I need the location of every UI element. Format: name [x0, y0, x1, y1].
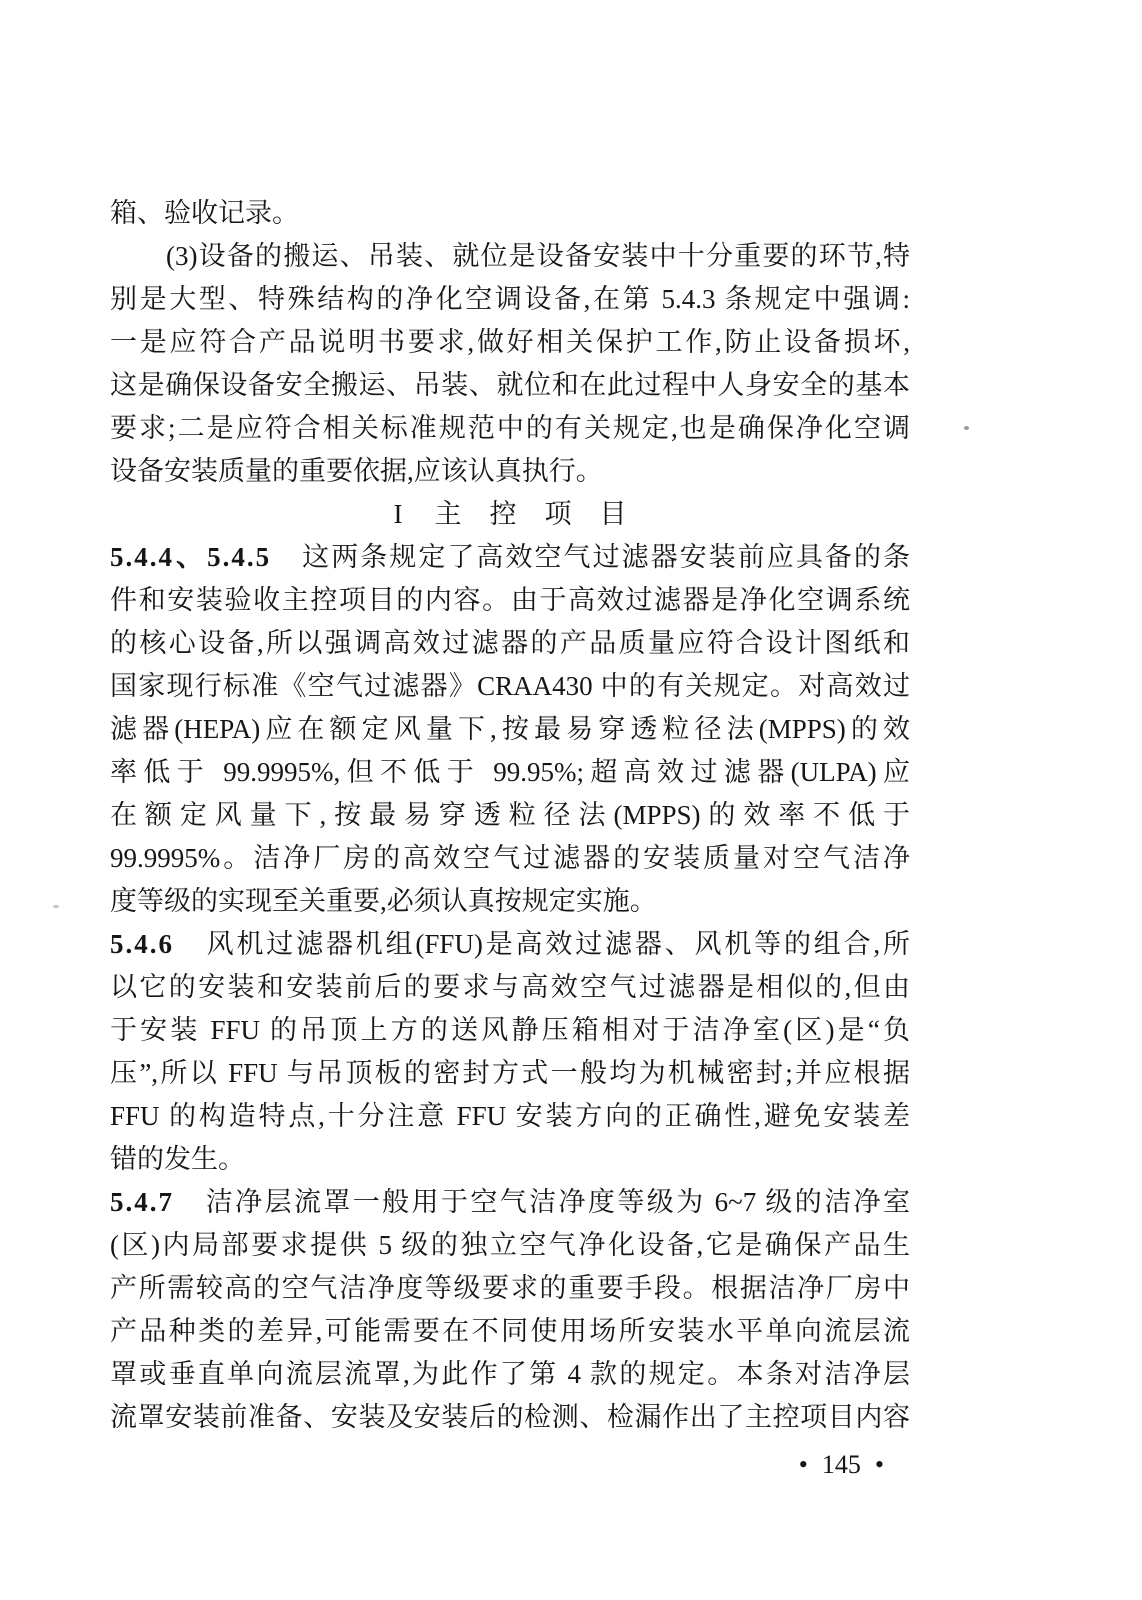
- text-line: [110, 923, 910, 966]
- text-block: [110, 192, 910, 1486]
- text-run: FFU 的构造特点,十分注意 FFU 安装方向的正确性,避免安装差: [110, 1101, 910, 1131]
- text-line: [110, 1052, 910, 1095]
- text-line: [110, 794, 910, 837]
- text-line: [110, 235, 910, 278]
- text-run: 在额定风量下,按最易穿透粒径法(MPPS)的效率不低于: [110, 800, 910, 830]
- text-run: 洁净层流罩一般用于空气洁净度等级为 6~7 级的洁净室: [174, 1187, 910, 1217]
- scan-artifact-dot: [964, 426, 969, 430]
- text-line: [110, 321, 910, 364]
- text-line: [110, 1267, 910, 1310]
- text-run: (区)内局部要求提供 5 级的独立空气净化设备,它是确保产品生: [110, 1230, 910, 1260]
- text-run: 率低于 99.9995%,但不低于 99.95%;超高效过滤器(ULPA)应: [110, 757, 910, 787]
- text-run: 要求;二是应符合相关标准规范中的有关规定,也是确保净化空调: [110, 413, 910, 443]
- text-run: 罩或垂直单向流层流罩,为此作了第 4 款的规定。本条对洁净层: [110, 1359, 910, 1389]
- text-line: [110, 622, 910, 665]
- text-line: [110, 1310, 910, 1353]
- text-run: 产品种类的差异,可能需要在不同使用场所安装水平单向流层流: [110, 1316, 910, 1346]
- text-run: 度等级的实现至关重要,必须认真按规定实施。: [110, 886, 657, 916]
- text-run: 以它的安装和安装前后的要求与高效空气过滤器是相似的,但由: [110, 972, 910, 1002]
- text-line: [110, 1181, 910, 1224]
- text-line: [110, 579, 910, 622]
- heading-numeral: I: [393, 499, 403, 529]
- text-run: 这是确保设备安全搬运、吊装、就位和在此过程中人身安全的基本: [110, 370, 910, 400]
- text-line: [110, 880, 910, 923]
- text-line: [110, 708, 910, 751]
- text-run: 99.9995%。洁净厂房的高效空气过滤器的安装质量对空气洁净: [110, 843, 910, 873]
- text-run: 于安装 FFU 的吊顶上方的送风静压箱相对于洁净室(区)是“负: [110, 1015, 910, 1045]
- text-run: 流罩安装前准备、安装及安装后的检测、检漏作出了主控项目内容: [110, 1402, 910, 1432]
- text-line: [110, 1353, 910, 1396]
- clause-number: 5.4.7: [110, 1187, 174, 1217]
- text-line: [110, 1224, 910, 1267]
- text-line: [110, 536, 910, 579]
- page-number-value: 145: [821, 1450, 861, 1479]
- text-run: 风机过滤器机组(FFU)是高效过滤器、风机等的组合,所: [174, 929, 910, 959]
- text-run: (3)设备的搬运、吊装、就位是设备安装中十分重要的环节,特: [166, 241, 910, 271]
- scan-artifact-dot: [53, 905, 59, 908]
- text-line: [110, 450, 910, 493]
- section-heading: [110, 493, 910, 536]
- text-run: 滤器(HEPA)应在额定风量下,按最易穿透粒径法(MPPS)的效: [110, 714, 910, 744]
- page-number-dot: •: [798, 1450, 808, 1479]
- text-run: 的核心设备,所以强调高效过滤器的产品质量应符合设计图纸和: [110, 628, 910, 658]
- text-run: 产所需较高的空气洁净度等级要求的重要手段。根据洁净厂房中: [110, 1273, 910, 1303]
- text-line: [110, 966, 910, 1009]
- text-line: [110, 837, 910, 880]
- text-run: 别是大型、特殊结构的净化空调设备,在第 5.4.3 条规定中强调:: [110, 284, 910, 314]
- text-run: 压”,所以 FFU 与吊顶板的密封方式一般均为机械密封;并应根据: [110, 1058, 910, 1088]
- text-line: [110, 665, 910, 708]
- text-run: 箱、验收记录。: [110, 198, 299, 228]
- text-line: [110, 1396, 910, 1439]
- text-line: [110, 1138, 910, 1181]
- text-line: [110, 192, 910, 235]
- text-line: [110, 751, 910, 794]
- text-run: 件和安装验收主控项目的内容。由于高效过滤器是净化空调系统: [110, 585, 910, 615]
- page-number-dot: •: [874, 1450, 884, 1479]
- text-line: [110, 1095, 910, 1138]
- text-run: 设备安装质量的重要依据,应该认真执行。: [110, 456, 603, 486]
- page-number: [110, 1443, 910, 1486]
- text-line: [110, 364, 910, 407]
- clause-number: 5.4.6: [110, 929, 174, 959]
- text-run: 错的发生。: [110, 1144, 245, 1174]
- text-line: [110, 278, 910, 321]
- text-run: 这两条规定了高效空气过滤器安装前应具备的条: [271, 542, 911, 572]
- heading-title: 主控项目: [434, 499, 655, 529]
- clause-number: 5.4.4、5.4.5: [110, 542, 272, 572]
- text-run: 国家现行标准《空气过滤器》CRAA430 中的有关规定。对高效过: [110, 671, 910, 701]
- text-line: [110, 1009, 910, 1052]
- text-run: 一是应符合产品说明书要求,做好相关保护工作,防止设备损坏,: [110, 327, 910, 357]
- text-line: [110, 407, 910, 450]
